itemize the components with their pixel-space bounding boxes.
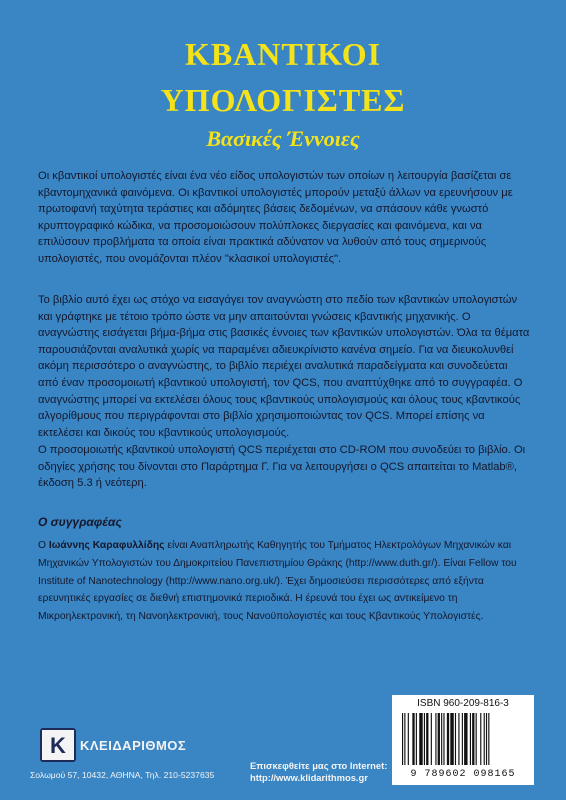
visit-label: Επισκεφθείτε μας στο Internet: <box>250 760 388 771</box>
barcode-bar <box>431 713 432 765</box>
barcode-bar <box>435 713 436 765</box>
book-title-line2: ΥΠΟΛΟΓΙΣΤΕΣ <box>160 82 406 118</box>
barcode-graphic <box>400 713 526 765</box>
barcode-bar <box>476 713 477 765</box>
barcode-bar <box>480 713 481 765</box>
barcode-bar <box>484 713 485 765</box>
publisher-address: Σολωμού 57, 10432, ΑΘΗΝΑ, Τηλ. 210-5237635 <box>30 770 215 780</box>
barcode-bar <box>416 713 417 765</box>
barcode-number: 9 789602 098165 <box>410 769 516 780</box>
author-name: Ιωάννης Καραφυλλίδης <box>48 540 165 551</box>
barcode-panel <box>392 695 534 785</box>
barcode-bar <box>438 713 440 765</box>
barcode-bar <box>486 713 487 765</box>
barcode-bar <box>412 713 414 765</box>
book-title-line1: ΚΒΑΝΤΙΚΟΙ <box>184 36 382 72</box>
website-link[interactable]: http://www.klidarithmos.gr <box>250 771 368 783</box>
author-bio-text: είναι Αναπληρωτής Καθηγητής του Τμήματος Ηλεκτρολόγων Μηχανικών και Μηχανικών Υπολογιστών του Δημοκριτείου Πανεπιστημίου Θράκης (http://www.duth.gr/). Είναι Fellow του Institute of Nanotechnology (http://www.nano.org.uk/). Έχει δημοσιεύσει περισσότερες από εξήντα ερευνητικές εργασίες σε διεθνή επιστημονικά περιοδικά. Η έρευνά του έχει ως αντικείμενο τη Μικροηλεκτρονική, τη Νανοηλεκτρονική, τους Νανοϋπολογιστές και τους Κβαντικούς Υπολογιστές. <box>38 540 517 623</box>
publisher-name: ΚΛΕΙΔΑΡΙΘΜΟΣ <box>80 738 187 753</box>
barcode-bar <box>441 713 442 765</box>
description-paragraph-3: Ο προσομοιωτής κβαντικού υπολογιστή QCS περιέχεται στο CD-ROM που συνοδεύει το βιβλίο. Οι οδηγίες χρήσης του δίνονται στο Παράρτημα Γ. Για να λειτουργήσει ο QCS απαιτείται το Matlab®, έκδοση 5.3 ή νεότερη. <box>38 444 526 490</box>
barcode-bar <box>426 713 428 765</box>
visit-info <box>250 760 387 783</box>
barcode-bar <box>458 713 459 765</box>
barcode-bar <box>402 713 403 765</box>
barcode-bar <box>472 713 474 765</box>
barcode-bar <box>419 713 422 765</box>
barcode-bar <box>462 713 463 765</box>
author-bio <box>38 537 530 626</box>
barcode-bar <box>443 713 444 765</box>
isbn-label: ISBN 960-209-816-3 <box>417 698 509 709</box>
barcode-bar <box>447 713 449 765</box>
author-heading: Ο συγγραφέας <box>38 515 122 529</box>
description-paragraph-1: Οι κβαντικοί υπολογιστές είναι ένα νέο είδος υπολογιστών των οποίων η λειτουργία βασίζεται σε κβαντομηχανικά φαινόμενα. Οι κβαντικοί υπολογιστές μπορούν μεταξύ άλλων να ερευνήσουν με πρωτοφανή ταχύτητα τεράστιες και αδόμητες βάσεις δεδομένων, να σπάσουν κάθε γνωστό κρυπτογραφικό κώδικα, να προσομοιώσουν πολύπλοκες διεργασίες και φαινόμενα, και να επιλύσουν προβλήματα τα οποία είναι πρακτικά αδύνατον να λυθούν από τους σημερινούς υπολογιστές, που ονομάζονται πλέον "κλασικοί υπολογιστές". <box>38 170 513 265</box>
barcode-bar <box>404 713 405 765</box>
logo-letter: K <box>50 733 66 758</box>
key-logo-icon <box>42 730 74 760</box>
publisher-logo <box>40 728 76 762</box>
barcode-bar <box>464 713 467 765</box>
barcode-bar <box>488 713 489 765</box>
author-prefix: Ο <box>38 540 49 551</box>
barcode-bar <box>424 713 425 765</box>
barcode-bar <box>408 713 409 765</box>
barcode-bar <box>455 713 456 765</box>
barcode-bar <box>450 713 453 765</box>
book-subtitle: Βασικές Έννοιες <box>206 126 360 151</box>
description-paragraph-2: Το βιβλίο αυτό έχει ως στόχο να εισαγάγει τον αναγνώστη στο πεδίο των κβαντικών υπολογιστών και γράφτηκε με τέτοιο τρόπο ώστε να μην απαιτούνται γνώσεις κβαντικής μηχανικής. Ο αναγνώστης εισάγεται βήμα-βήμα στις βασικές έννοιες των κβαντικών υπολογιστών. Όλα τα θέματα παρουσιάζονται αναλυτικά χωρίς να παραμένει αδιευκρίνιστο κανένα σημείο. Για να διευκολυνθεί ακόμη περισσότερο ο αναγνώστης, το βιβλίο περιέχει αναλυτικά παραδείγματα και συνοδεύεται από έναν προσομοιωτή κβαντικού υπολογιστή, τον QCS, που αναπτύχθηκε από το συγγραφέα. Ο αναγνώστης μπορεί να εκτελέσει όλους τους κβαντικούς υπολογισμούς και όλους τους κβαντικούς αλγορίθμους που περιγράφονται στο βιβλίο χρησιμοποιώντας τον QCS. Μπορεί επίσης να εκτελέσει και δικούς του κβαντικούς υπολογισμούς. <box>38 294 530 439</box>
barcode-bar <box>470 713 471 765</box>
